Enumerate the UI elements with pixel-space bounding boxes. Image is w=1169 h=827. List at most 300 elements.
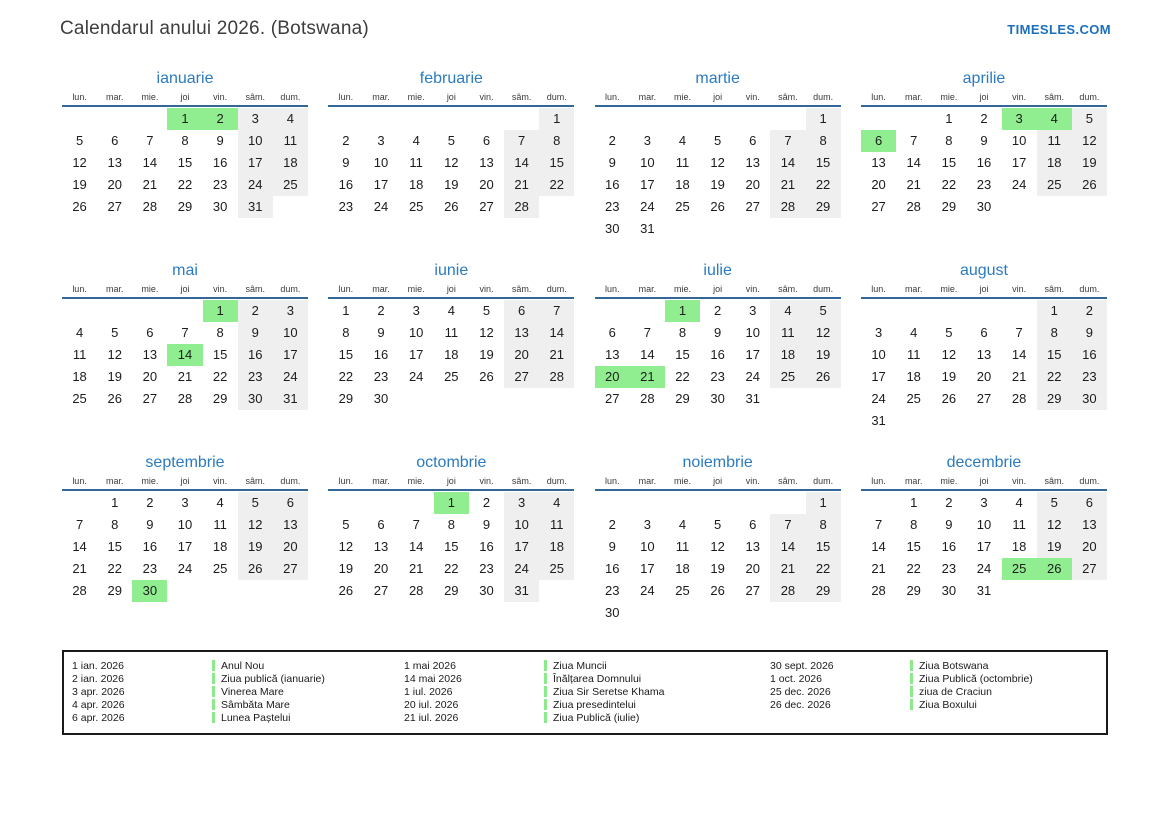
day-cell: 4 bbox=[678, 133, 687, 148]
weekday-label: mie. bbox=[141, 476, 159, 486]
day-cell: 26 bbox=[806, 366, 841, 388]
page-header bbox=[0, 0, 1169, 40]
day-cell: 7 bbox=[874, 517, 883, 532]
day-cell: 2 bbox=[238, 300, 273, 322]
legend-holiday-name: Ziua Publică (iulie) bbox=[553, 711, 640, 724]
weekday-label: sâm. bbox=[511, 476, 532, 486]
day-cell: 17 bbox=[1011, 155, 1027, 170]
day-cell: 7 bbox=[75, 517, 84, 532]
day-cell: 6 bbox=[608, 325, 616, 340]
day-cell: 19 bbox=[72, 177, 87, 192]
day-cell: 19 bbox=[338, 561, 354, 576]
empty-cell bbox=[700, 108, 735, 130]
day-cell: 20 bbox=[142, 369, 158, 384]
day-cell: 14 bbox=[539, 322, 574, 344]
day-cell: 17 bbox=[976, 539, 992, 554]
day-grid bbox=[62, 108, 308, 218]
day-grid bbox=[595, 108, 841, 240]
day-cell: 17 bbox=[177, 539, 193, 554]
day-cell: 12 bbox=[107, 347, 122, 362]
day-cell: 25 bbox=[72, 391, 87, 406]
empty-cell bbox=[132, 108, 167, 130]
weekday-label: sâm. bbox=[1044, 284, 1065, 294]
weekday-label: vin. bbox=[1012, 92, 1027, 102]
weekday-label: vin. bbox=[479, 92, 494, 102]
day-cell: 13 bbox=[604, 347, 620, 362]
empty-cell bbox=[434, 108, 469, 130]
day-cell: 2 bbox=[714, 303, 722, 318]
day-cell: 16 bbox=[976, 155, 992, 170]
day-cell: 19 bbox=[806, 344, 841, 366]
day-cell: 25 bbox=[770, 366, 805, 388]
day-cell: 29 bbox=[906, 583, 921, 598]
day-cell: 21 bbox=[871, 561, 886, 576]
day-cell: 23 bbox=[1072, 366, 1107, 388]
day-cell: 7 bbox=[643, 325, 651, 340]
holiday-marker-icon bbox=[212, 699, 215, 710]
day-cell: 8 bbox=[678, 325, 687, 340]
legend-holiday-name: Anul Nou bbox=[221, 659, 265, 672]
day-cell: 16 bbox=[604, 561, 620, 576]
day-cell: 31 bbox=[273, 388, 308, 410]
day-cell: 28 bbox=[1011, 391, 1027, 406]
empty-cell bbox=[399, 492, 434, 514]
day-cell: 15 bbox=[1037, 344, 1072, 366]
day-cell: 14 bbox=[640, 347, 655, 362]
weekday-label: dum. bbox=[813, 476, 834, 486]
weekday-label: lun. bbox=[604, 284, 620, 294]
day-cell: 6 bbox=[146, 325, 154, 340]
day-cell: 20 bbox=[273, 536, 308, 558]
day-cell: 5 bbox=[238, 492, 273, 514]
day-cell: 25 bbox=[906, 391, 921, 406]
day-cell: 29 bbox=[941, 199, 957, 214]
day-cell: 17 bbox=[871, 369, 886, 384]
legend-item bbox=[404, 659, 770, 672]
day-cell: 26 bbox=[107, 391, 122, 406]
legend-holiday-name: Ziua Boxului bbox=[919, 698, 977, 711]
holiday-marker-icon bbox=[544, 660, 547, 671]
day-cell: 13 bbox=[745, 155, 761, 170]
day-cell: 19 bbox=[710, 177, 725, 192]
day-cell: 11 bbox=[1037, 130, 1072, 152]
empty-cell bbox=[328, 108, 363, 130]
weekday-label: vin. bbox=[745, 476, 760, 486]
day-cell: 21 bbox=[1011, 369, 1027, 384]
weekday-label: sâm. bbox=[245, 284, 266, 294]
empty-cell bbox=[97, 300, 132, 322]
day-cell: 14 bbox=[906, 155, 921, 170]
weekday-label: vin. bbox=[1012, 476, 1027, 486]
day-cell: 16 bbox=[238, 344, 273, 366]
legend-name bbox=[212, 660, 264, 672]
day-cell: 15 bbox=[107, 539, 122, 554]
day-cell: 21 bbox=[770, 174, 805, 196]
day-cell: 22 bbox=[177, 177, 193, 192]
month-block bbox=[328, 68, 574, 240]
legend-date: 25 dec. 2026 bbox=[770, 685, 831, 698]
day-cell: 20 bbox=[745, 561, 761, 576]
day-cell: 23 bbox=[604, 199, 620, 214]
weekday-label: mar. bbox=[372, 284, 390, 294]
month-block bbox=[328, 260, 574, 432]
day-cell: 1 bbox=[1037, 300, 1072, 322]
day-cell: 16 bbox=[941, 539, 957, 554]
day-cell: 7 bbox=[770, 514, 805, 536]
empty-cell bbox=[328, 492, 363, 514]
weekday-label: joi bbox=[446, 476, 456, 486]
day-cell: 9 bbox=[238, 322, 273, 344]
legend-date: 14 mai 2026 bbox=[404, 672, 462, 685]
day-cell: 12 bbox=[444, 155, 459, 170]
weekday-label: joi bbox=[979, 284, 989, 294]
legend-date: 2 ian. 2026 bbox=[72, 672, 124, 685]
day-cell: 27 bbox=[745, 583, 761, 598]
legend-item bbox=[72, 698, 404, 711]
holiday-marker-icon bbox=[544, 686, 547, 697]
day-cell: 23 bbox=[338, 199, 354, 214]
day-cell: 15 bbox=[444, 539, 459, 554]
weekday-label: lun. bbox=[604, 476, 620, 486]
weekday-label: sâm. bbox=[511, 284, 532, 294]
day-cell: 1 bbox=[434, 492, 469, 514]
day-cell: 24 bbox=[373, 199, 389, 214]
legend-item bbox=[72, 672, 404, 685]
site-link[interactable]: TIMESLES.COM bbox=[1007, 22, 1111, 37]
day-cell: 8 bbox=[181, 133, 189, 148]
weekday-label: mie. bbox=[141, 284, 159, 294]
day-cell: 4 bbox=[75, 325, 84, 340]
empty-cell bbox=[665, 108, 700, 130]
legend-date: 3 apr. 2026 bbox=[72, 685, 125, 698]
legend-column bbox=[770, 659, 1098, 724]
day-cell: 13 bbox=[976, 347, 992, 362]
legend-date: 6 apr. 2026 bbox=[72, 711, 125, 724]
day-cell: 14 bbox=[871, 539, 886, 554]
weekday-label: mie. bbox=[674, 284, 692, 294]
day-cell: 6 bbox=[1072, 492, 1107, 514]
day-cell: 5 bbox=[75, 133, 84, 148]
day-cell: 15 bbox=[806, 536, 841, 558]
day-cell: 15 bbox=[212, 347, 228, 362]
day-cell: 17 bbox=[238, 152, 273, 174]
day-cell: 12 bbox=[710, 539, 725, 554]
day-cell: 13 bbox=[1072, 514, 1107, 536]
day-cell: 31 bbox=[640, 221, 655, 236]
day-cell: 16 bbox=[1072, 344, 1107, 366]
day-cell: 18 bbox=[906, 369, 921, 384]
day-cell: 23 bbox=[604, 583, 620, 598]
day-cell: 5 bbox=[482, 303, 491, 318]
day-cell: 6 bbox=[504, 300, 539, 322]
day-cell: 12 bbox=[941, 347, 957, 362]
day-cell: 31 bbox=[238, 196, 273, 218]
day-cell: 28 bbox=[906, 199, 921, 214]
day-cell: 3 bbox=[412, 303, 420, 318]
day-cell: 19 bbox=[107, 369, 122, 384]
weekday-label: sâm. bbox=[1044, 476, 1065, 486]
day-cell: 28 bbox=[72, 583, 87, 598]
weekday-label: vin. bbox=[213, 476, 228, 486]
day-cell: 26 bbox=[941, 391, 957, 406]
weekday-label: lun. bbox=[871, 284, 886, 294]
weekday-label: vin. bbox=[479, 476, 494, 486]
day-cell: 9 bbox=[377, 325, 385, 340]
legend-date: 20 iul. 2026 bbox=[404, 698, 459, 711]
legend-name bbox=[544, 686, 664, 698]
legend-holiday-name: Ziua Publică (octombrie) bbox=[919, 672, 1033, 685]
day-cell: 25 bbox=[539, 558, 574, 580]
day-cell: 6 bbox=[861, 130, 896, 152]
day-cell: 23 bbox=[710, 369, 725, 384]
day-cell: 28 bbox=[142, 199, 158, 214]
empty-cell bbox=[62, 108, 97, 130]
day-cell: 31 bbox=[745, 391, 761, 406]
day-cell: 10 bbox=[640, 155, 655, 170]
legend-name bbox=[212, 712, 290, 724]
legend-holiday-name: Înălțarea Domnului bbox=[553, 672, 642, 685]
day-cell: 16 bbox=[604, 177, 620, 192]
weekday-label: joi bbox=[446, 284, 456, 294]
day-cell: 2 bbox=[608, 517, 616, 532]
day-cell: 16 bbox=[373, 347, 389, 362]
day-cell: 12 bbox=[1037, 514, 1072, 536]
holiday-marker-icon bbox=[544, 699, 547, 710]
day-cell: 9 bbox=[608, 539, 616, 554]
day-cell: 14 bbox=[770, 152, 805, 174]
day-cell: 7 bbox=[412, 517, 420, 532]
day-cell: 12 bbox=[806, 322, 841, 344]
weekday-label: mar. bbox=[904, 284, 923, 294]
day-cell: 22 bbox=[675, 369, 690, 384]
day-cell: 4 bbox=[216, 495, 224, 510]
day-cell: 14 bbox=[770, 536, 805, 558]
day-grid bbox=[62, 300, 308, 410]
day-cell: 2 bbox=[146, 495, 154, 510]
day-cell: 10 bbox=[177, 517, 193, 532]
day-cell: 21 bbox=[539, 344, 574, 366]
weekday-label: sâm. bbox=[778, 92, 798, 102]
weekday-label: lun. bbox=[72, 92, 87, 102]
day-cell: 14 bbox=[1011, 347, 1027, 362]
day-cell: 1 bbox=[203, 300, 238, 322]
weekday-label: dum. bbox=[280, 476, 301, 486]
weekday-label: vin. bbox=[1012, 284, 1027, 294]
day-cell: 6 bbox=[111, 133, 119, 148]
empty-cell bbox=[167, 300, 202, 322]
day-cell: 11 bbox=[675, 539, 690, 554]
day-cell: 27 bbox=[479, 199, 494, 214]
day-cell: 1 bbox=[342, 303, 350, 318]
weekday-label: dum. bbox=[546, 92, 567, 102]
legend-date: 4 apr. 2026 bbox=[72, 698, 125, 711]
legend-holiday-name: Sâmbăta Mare bbox=[221, 698, 290, 711]
day-cell: 24 bbox=[640, 583, 655, 598]
legend-item bbox=[72, 685, 404, 698]
day-cell: 24 bbox=[976, 561, 992, 576]
weekday-header bbox=[595, 476, 841, 491]
day-cell: 9 bbox=[714, 325, 722, 340]
day-cell: 6 bbox=[377, 517, 385, 532]
weekday-header bbox=[62, 476, 308, 491]
day-cell: 17 bbox=[745, 347, 761, 362]
legend-name bbox=[910, 686, 992, 698]
weekday-label: vin. bbox=[745, 92, 760, 102]
weekday-header bbox=[328, 476, 574, 491]
empty-cell bbox=[363, 108, 398, 130]
day-cell: 3 bbox=[980, 495, 988, 510]
day-cell: 2 bbox=[945, 495, 953, 510]
day-cell: 4 bbox=[412, 133, 420, 148]
day-cell: 13 bbox=[373, 539, 389, 554]
legend-holiday-name: Lunea Paștelui bbox=[221, 711, 291, 724]
day-cell: 18 bbox=[212, 539, 228, 554]
weekday-label: joi bbox=[713, 92, 723, 102]
legend-holiday-name: Ziua Muncii bbox=[553, 659, 607, 672]
weekday-label: mar. bbox=[105, 92, 124, 102]
day-cell: 28 bbox=[640, 391, 655, 406]
day-cell: 30 bbox=[479, 583, 494, 598]
empty-cell bbox=[770, 492, 805, 514]
day-cell: 19 bbox=[941, 369, 957, 384]
day-cell: 30 bbox=[238, 388, 273, 410]
day-cell: 17 bbox=[640, 561, 655, 576]
day-cell: 26 bbox=[338, 583, 354, 598]
day-grid bbox=[328, 108, 574, 218]
legend-date: 21 iul. 2026 bbox=[404, 711, 459, 724]
day-cell: 7 bbox=[910, 133, 918, 148]
legend-date: 30 sept. 2026 bbox=[770, 659, 834, 672]
legend-item bbox=[72, 659, 404, 672]
day-cell: 7 bbox=[181, 325, 189, 340]
day-cell: 10 bbox=[273, 322, 308, 344]
day-cell: 25 bbox=[408, 199, 424, 214]
legend-item bbox=[770, 698, 1098, 711]
day-cell: 30 bbox=[132, 580, 167, 602]
day-cell: 21 bbox=[906, 177, 921, 192]
day-cell: 27 bbox=[604, 391, 620, 406]
day-cell: 9 bbox=[1072, 322, 1107, 344]
day-cell: 18 bbox=[675, 177, 690, 192]
month-title: iulie bbox=[703, 262, 732, 279]
empty-cell bbox=[62, 300, 97, 322]
day-cell: 12 bbox=[238, 514, 273, 536]
weekday-header bbox=[328, 92, 574, 107]
day-cell: 18 bbox=[1037, 152, 1072, 174]
legend-date: 26 dec. 2026 bbox=[770, 698, 831, 711]
day-cell: 17 bbox=[273, 344, 308, 366]
day-cell: 15 bbox=[906, 539, 921, 554]
day-cell: 20 bbox=[871, 177, 886, 192]
day-cell: 5 bbox=[447, 133, 455, 148]
holiday-marker-icon bbox=[212, 673, 215, 684]
day-cell: 3 bbox=[238, 108, 273, 130]
day-cell: 22 bbox=[1037, 366, 1072, 388]
day-cell: 20 bbox=[504, 344, 539, 366]
day-cell: 9 bbox=[216, 133, 224, 148]
weekday-label: dum. bbox=[280, 284, 301, 294]
weekday-header bbox=[861, 476, 1107, 491]
weekday-label: mar. bbox=[372, 92, 390, 102]
legend-holiday-name: ziua de Craciun bbox=[919, 685, 992, 698]
empty-cell bbox=[62, 492, 97, 514]
weekday-label: vin. bbox=[213, 284, 228, 294]
day-cell: 26 bbox=[444, 199, 459, 214]
legend-holiday-name: Ziua publică (ianuarie) bbox=[221, 672, 325, 685]
day-cell: 8 bbox=[945, 133, 953, 148]
empty-cell bbox=[861, 108, 896, 130]
weekday-label: dum. bbox=[1079, 92, 1100, 102]
holiday-marker-icon bbox=[910, 686, 913, 697]
day-cell: 18 bbox=[770, 344, 805, 366]
day-cell: 27 bbox=[871, 199, 886, 214]
weekday-label: mie. bbox=[674, 476, 692, 486]
day-cell: 18 bbox=[72, 369, 87, 384]
weekday-label: dum. bbox=[1079, 476, 1100, 486]
day-cell: 24 bbox=[871, 391, 886, 406]
day-cell: 8 bbox=[111, 517, 119, 532]
weekday-label: dum. bbox=[280, 92, 301, 102]
day-cell: 5 bbox=[111, 325, 119, 340]
empty-cell bbox=[595, 300, 630, 322]
legend-column bbox=[404, 659, 770, 724]
weekday-label: mar. bbox=[904, 476, 923, 486]
day-cell: 12 bbox=[710, 155, 725, 170]
empty-cell bbox=[861, 492, 896, 514]
day-cell: 4 bbox=[1037, 108, 1072, 130]
day-cell: 7 bbox=[1015, 325, 1023, 340]
day-cell: 5 bbox=[714, 133, 722, 148]
day-cell: 4 bbox=[1015, 495, 1023, 510]
day-cell: 30 bbox=[710, 391, 725, 406]
day-cell: 24 bbox=[238, 174, 273, 196]
month-title: februarie bbox=[419, 70, 483, 87]
month-block bbox=[62, 452, 308, 624]
day-cell: 11 bbox=[213, 517, 227, 532]
day-cell: 2 bbox=[1072, 300, 1107, 322]
month-block bbox=[62, 68, 308, 240]
day-cell: 11 bbox=[906, 347, 921, 362]
day-cell: 5 bbox=[1072, 108, 1107, 130]
legend-name bbox=[544, 712, 639, 724]
day-cell: 19 bbox=[710, 561, 725, 576]
day-cell: 28 bbox=[770, 196, 805, 218]
weekday-label: joi bbox=[446, 92, 456, 102]
day-cell: 8 bbox=[342, 325, 350, 340]
empty-cell bbox=[735, 108, 770, 130]
weekday-label: mar. bbox=[105, 476, 124, 486]
legend-box bbox=[62, 650, 1108, 735]
day-cell: 6 bbox=[749, 133, 757, 148]
day-cell: 14 bbox=[142, 155, 158, 170]
legend-holiday-name: Ziua Botswana bbox=[919, 659, 989, 672]
legend-item bbox=[404, 711, 770, 724]
day-cell: 2 bbox=[342, 133, 350, 148]
day-cell: 15 bbox=[806, 152, 841, 174]
day-cell: 18 bbox=[273, 152, 308, 174]
empty-cell bbox=[504, 108, 539, 130]
day-cell: 3 bbox=[504, 492, 539, 514]
empty-cell bbox=[700, 492, 735, 514]
page-title: Calendarul anului 2026. (Botswana) bbox=[60, 18, 369, 39]
day-cell: 25 bbox=[212, 561, 228, 576]
day-cell: 30 bbox=[212, 199, 228, 214]
day-cell: 1 bbox=[539, 108, 574, 130]
legend-item bbox=[770, 659, 1098, 672]
day-cell: 19 bbox=[444, 177, 459, 192]
day-cell: 9 bbox=[146, 517, 154, 532]
day-cell: 26 bbox=[710, 583, 725, 598]
